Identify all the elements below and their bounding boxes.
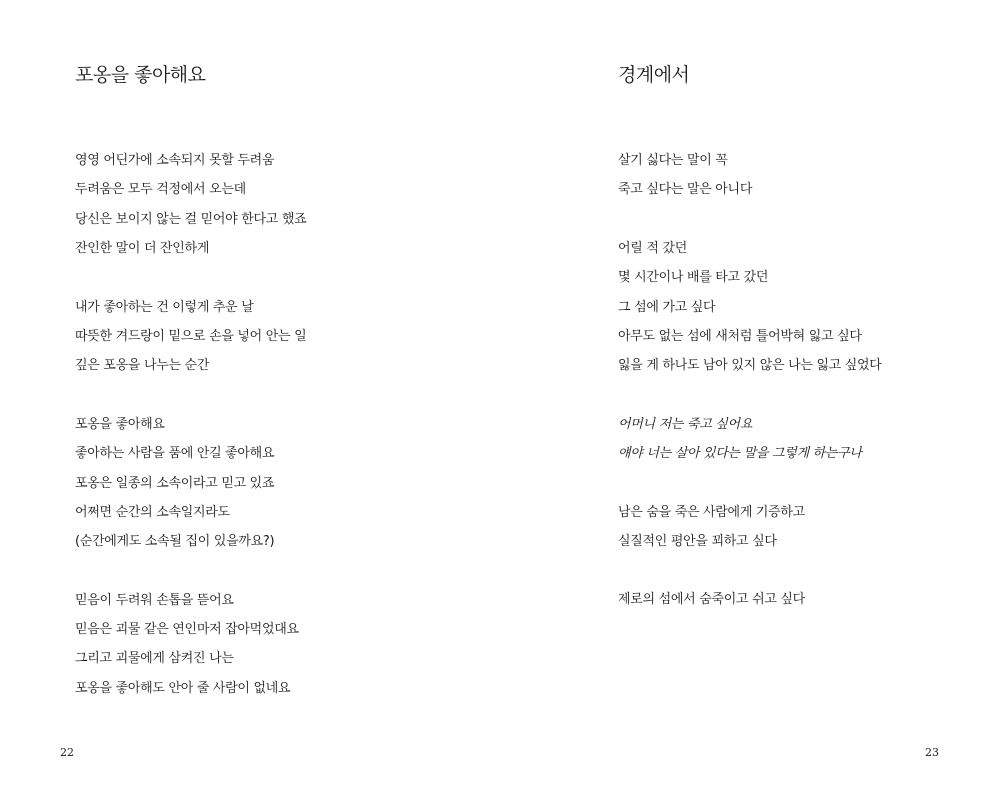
poem-line: 깊은 포옹을 나누는 순간 <box>75 358 210 374</box>
poem-line: 제로의 섬에서 숨죽이고 쉬고 싶다 <box>618 592 805 608</box>
stanza <box>618 498 882 557</box>
poem-line: 포옹은 일종의 소속이라고 믿고 있죠 <box>75 475 275 491</box>
poem-line: 어쩌면 순간의 소속일지라도 <box>75 504 230 520</box>
poem-line: 잔인한 말이 더 잔인하게 <box>75 241 210 257</box>
poem-line: 두려움은 모두 걱정에서 오는데 <box>75 182 246 198</box>
page-number: 22 <box>60 746 74 759</box>
poem-line: 실질적인 평안을 꾀하고 싶다 <box>618 533 777 549</box>
stanza <box>75 293 306 381</box>
poem-line: 믿음이 두려워 손톱을 뜯어요 <box>75 592 234 608</box>
poem-line: 그 섬에 가고 싶다 <box>618 299 716 315</box>
poem-line: 포옹을 좋아해요 <box>75 416 165 432</box>
poem-line: 어릴 적 갔던 <box>618 240 687 256</box>
stanza <box>618 410 882 469</box>
page-number: 23 <box>925 746 939 759</box>
stanza <box>75 146 306 264</box>
poem-line: 그리고 괴물에게 삼켜진 나는 <box>75 651 234 667</box>
poem-line: 잃을 게 하나도 남아 있지 않은 나는 잃고 싶었다 <box>618 358 882 374</box>
stanza <box>618 146 882 205</box>
poem-line: 영영 어딘가에 소속되지 못할 두려움 <box>75 153 275 168</box>
poem-line: 남은 숨을 죽은 사람에게 기증하고 <box>618 504 805 520</box>
poem-line: 어머니 저는 죽고 싶어요 <box>618 416 753 432</box>
poem-title: 포옹을 좋아해요 <box>75 64 206 86</box>
poem-body <box>75 146 306 732</box>
stanza <box>618 234 882 381</box>
poem-line: 포옹을 좋아해도 안아 줄 사람이 없네요 <box>75 680 291 696</box>
poem-line: 내가 좋아하는 건 이렇게 추운 날 <box>75 299 254 315</box>
poem-title: 경계에서 <box>618 64 690 86</box>
poem-body <box>618 146 882 644</box>
stanza <box>75 586 306 704</box>
poem-line: 몇 시간이나 배를 타고 갔던 <box>618 270 769 286</box>
stanza <box>75 410 306 557</box>
stanza <box>618 585 882 614</box>
poem-line: 믿음은 괴물 같은 연인마저 잡아먹었대요 <box>75 622 299 638</box>
poem-line: (순간에게도 소속될 집이 있을까요?) <box>75 534 275 550</box>
poem-line: 당신은 보이지 않는 걸 믿어야 한다고 했죠 <box>75 211 307 227</box>
poem-line: 좋아하는 사람을 품에 안길 좋아해요 <box>75 446 275 462</box>
poem-line: 살기 싫다는 말이 꼭 <box>618 153 728 168</box>
poem-line: 따뜻한 겨드랑이 밑으로 손을 넣어 안는 일 <box>75 328 307 344</box>
poem-line: 얘야 너는 살아 있다는 말을 그렇게 하는구나 <box>618 446 862 462</box>
poem-line: 아무도 없는 섬에 새처럼 틀어박혀 잃고 싶다 <box>618 328 862 344</box>
right-page <box>500 0 1000 791</box>
poem-line: 죽고 싶다는 말은 아니다 <box>618 182 753 198</box>
